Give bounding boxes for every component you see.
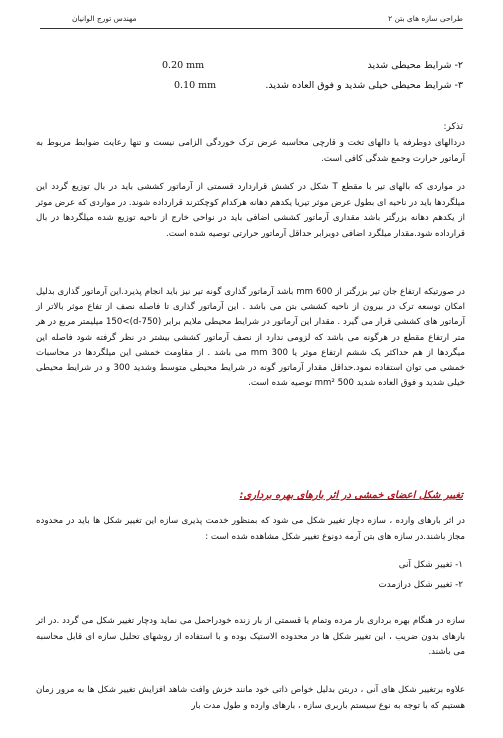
note-paragraph-t-beams: در مواردی که بالهای تیر با مقطع T شکل در کشش قراردارد قسمتی از آرماتور کششی باید در بال توزیع گردد این میلگردها باید در ناحیه ای بطول عرض موثر تیریا یکدهم دهانه هرکدام کوچکترند قرارداده شوند. در مواردی که عرض موثر از یکدهم دهانه بزرگتر باشد مقداری آرماتور کششی اضافی باید در نواحی خارج از ناحیه توزیع شده میلگردها در بال قرارداده شود.مقدار میلگرد اضافی دوبرابر حداقل آرماتور حرارتی توصیه شده است. bbox=[36, 182, 465, 239]
note-paragraph-two-way-slabs: دردالهای دوطرفه یا دالهای تخت و قارچی محاسبه عرض ترک خوردگی الزامی نیست و تنها رعایت ضوابط مربوط به آرماتور حرارت وجمع شدگی کافی است. bbox=[36, 138, 465, 164]
section-paragraph-immediate: سازه در هنگام بهره برداری بار مرده وتمام یا قسمتی از بار زنده خودراحمل می نماید ودچار تغییر شکل می گردد .در اثر بارهای بدون ضریب ، این تغییر شکل ها در محدوده الاستیک بوده و با استفاده از روشهای تحلیل سازه ای قابل محاسبه می باشند. bbox=[36, 616, 465, 658]
condition-label: ۲- شرایط محیطی شدید bbox=[367, 60, 463, 71]
list-item: ۲- تغییر شکل درازمدت bbox=[378, 580, 463, 590]
note-paragraph-skin-reinforcement: در صورتیکه ارتفاع جان تیر بزرگتر از 600 mm باشد آرماتور گذاری گونه تیر نیز باید انجام پذیرد.این آرماتور گذاری بدلیل امکان توسعه ترک در بیرون از ناحیه کششی بتن می باشد . این آرماتور گذاری تا فاصله نصف از تفاع موثر بالاتر از آرماتور های کششی قرار می گیرد . مقدار این آرماتور در شرایط محیطی ملایم برابر (d-750)>150 میلیمتر مربع در هر متر ارتفاع مقطع در هرگونه می باشد که لزومی ندارد از نصف آرماتور کششی بیشتر در نظر گرفته شود فاصله این میگردها از هم حداکثر یک ششم ارتفاع موثر یا 300 mm می باشد . از مقاومت خمشی این میلگردها در محاسبات خمشی می توان استفاده نمود.حداقل مقدار آرماتور گونه در شرایط محیطی متوسط وشدید 300 و در شرایط محیطی خیلی شدید و فوق العاده شدید 500 mm² توصیه شده است. bbox=[36, 287, 465, 389]
condition-value: 0.10 mm bbox=[174, 80, 217, 91]
running-header-author: مهندس تورج الوانیان bbox=[72, 14, 137, 23]
list-item: ۱- تغییر شکل آنی bbox=[398, 560, 463, 570]
header-divider bbox=[40, 28, 463, 29]
condition-value: 0.20 mm bbox=[162, 60, 205, 71]
section-paragraph-long-term: علاوه برتغییر شکل های آنی ، دربتن بدلیل خواص ذاتی خود مانند خزش وافت شاهد افزایش تغییر شکل ها به مرور زمان هستیم که با توجه به نوع سیستم باربری سازه ، بارهای وارده و طول مدت بار bbox=[36, 685, 465, 711]
section-title: تغییر شکل اعضای خمشی در اثر بارهای بهره برداری: bbox=[239, 490, 463, 501]
section-intro: در اثر بارهای وارده ، سازه دچار تغییر شکل می شود که بمنظور خدمت پذیری سازه این تغییر شکل ها باید در محدوده مجاز باشند.در سازه های بتن آرمه دونوع تغییر شکل مشاهده شده است : bbox=[36, 516, 465, 542]
condition-label: ۳- شرایط محیطی خیلی شدید و فوق العاده شدید. bbox=[265, 80, 463, 91]
note-heading: تذکر: bbox=[443, 122, 463, 132]
running-header-title: طراحی سازه های بتن ۲ bbox=[388, 14, 463, 23]
